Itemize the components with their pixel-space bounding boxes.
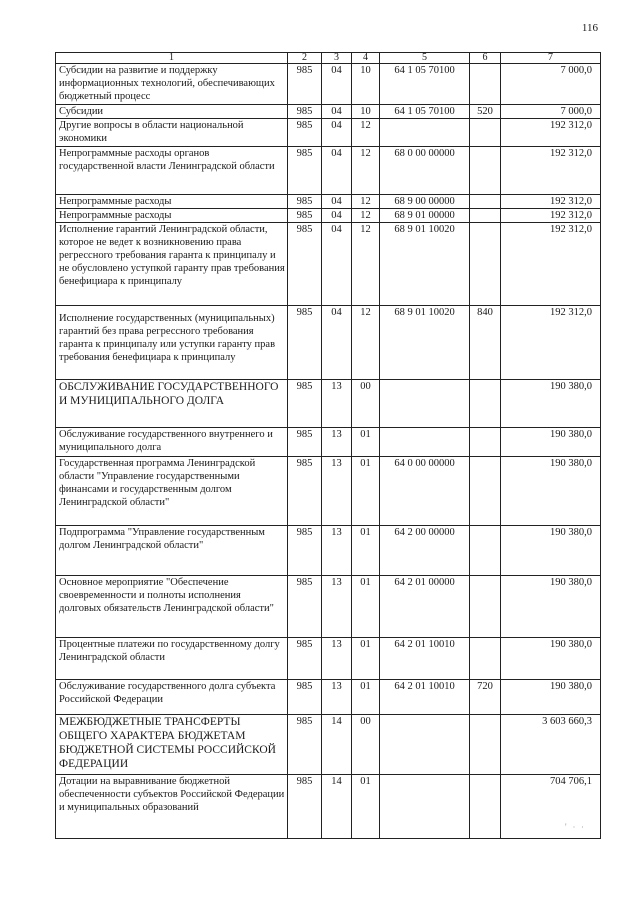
table-row — [56, 428, 601, 457]
cell-subsection: 01 — [352, 638, 380, 680]
cell-amount: 190 380,0 — [501, 680, 601, 715]
cell-amount: 192 312,0 — [501, 195, 601, 209]
cell-target: 68 0 00 00000 — [380, 147, 470, 195]
row-name: Непрограммные расходы — [56, 195, 288, 209]
header-row — [56, 53, 601, 64]
row-name: Государственная программа Ленинградской области "Управление государственными финансами и государственным долгом Ленинградской области" — [56, 457, 288, 526]
table-row — [56, 119, 601, 147]
cell-target: 68 9 00 00000 — [380, 195, 470, 209]
cell-subsection: 10 — [352, 64, 380, 105]
row-name: Процентные платежи по государственному долгу Ленинградской области — [56, 638, 288, 680]
cell-ministry: 985 — [288, 209, 322, 223]
cell-ministry: 985 — [288, 380, 322, 428]
cell-section: 04 — [322, 306, 352, 380]
cell-subsection: 12 — [352, 306, 380, 380]
cell-ministry: 985 — [288, 715, 322, 775]
cell-subsection: 12 — [352, 119, 380, 147]
cell-type — [470, 457, 501, 526]
cell-type — [470, 638, 501, 680]
table-row — [56, 680, 601, 715]
cell-ministry: 985 — [288, 223, 322, 306]
cell-type — [470, 195, 501, 209]
cell-subsection: 10 — [352, 105, 380, 119]
budget-table — [55, 52, 601, 839]
cell-target: 64 2 01 00000 — [380, 576, 470, 638]
cell-target: 64 1 05 70100 — [380, 64, 470, 105]
header-cell: 6 — [470, 53, 501, 64]
cell-type — [470, 715, 501, 775]
cell-amount: 704 706,1 — [501, 775, 601, 839]
row-name: Дотации на выравнивание бюджетной обеспеченности субъектов Российской Федерации и муниципальных образований — [56, 775, 288, 839]
cell-section: 04 — [322, 105, 352, 119]
row-name: Исполнение государственных (муниципальных) гарантий без права регрессного требования гаранта к принципалу или уступки гаранту прав требования бенефициара к принципалу — [56, 306, 288, 380]
table-row — [56, 526, 601, 576]
cell-target — [380, 715, 470, 775]
cell-target: 68 9 01 00000 — [380, 209, 470, 223]
cell-ministry: 985 — [288, 638, 322, 680]
cell-ministry: 985 — [288, 147, 322, 195]
cell-amount: 7 000,0 — [501, 105, 601, 119]
cell-subsection: 01 — [352, 457, 380, 526]
cell-subsection: 00 — [352, 715, 380, 775]
cell-amount: 7 000,0 — [501, 64, 601, 105]
cell-amount: 192 312,0 — [501, 119, 601, 147]
cell-subsection: 01 — [352, 526, 380, 576]
cell-ministry: 985 — [288, 680, 322, 715]
row-name: ОБСЛУЖИВАНИЕ ГОСУДАРСТВЕННОГО И МУНИЦИПАЛЬНОГО ДОЛГА — [56, 380, 288, 428]
cell-target — [380, 428, 470, 457]
row-name: Подпрограмма "Управление государственным долгом Ленинградской области" — [56, 526, 288, 576]
cell-section: 13 — [322, 457, 352, 526]
row-name: МЕЖБЮДЖЕТНЫЕ ТРАНСФЕРТЫ ОБЩЕГО ХАРАКТЕРА БЮДЖЕТАМ БЮДЖЕТНОЙ СИСТЕМЫ РОССИЙСКОЙ ФЕДЕРАЦИИ — [56, 715, 288, 775]
header-cell: 7 — [501, 53, 601, 64]
corner-mark: ' ∙ ∙ — [565, 822, 586, 832]
cell-amount: 192 312,0 — [501, 223, 601, 306]
cell-amount: 3 603 660,3 — [501, 715, 601, 775]
row-name: Субсидии на развитие и поддержку информационных технологий, обеспечивающих бюджетный процесс — [56, 64, 288, 105]
cell-subsection: 12 — [352, 195, 380, 209]
cell-amount: 190 380,0 — [501, 526, 601, 576]
cell-amount: 192 312,0 — [501, 147, 601, 195]
cell-section: 04 — [322, 209, 352, 223]
cell-section: 13 — [322, 638, 352, 680]
cell-target: 64 2 01 10010 — [380, 638, 470, 680]
row-name: Обслуживание государственного долга субъекта Российской Федерации — [56, 680, 288, 715]
table-row — [56, 306, 601, 380]
cell-target: 64 2 01 10010 — [380, 680, 470, 715]
row-name: Субсидии — [56, 105, 288, 119]
row-name: Обслуживание государственного внутреннего и муниципального долга — [56, 428, 288, 457]
cell-section: 04 — [322, 64, 352, 105]
cell-subsection: 01 — [352, 680, 380, 715]
cell-section: 04 — [322, 223, 352, 306]
cell-type — [470, 209, 501, 223]
cell-amount: 192 312,0 — [501, 209, 601, 223]
cell-type — [470, 428, 501, 457]
cell-target — [380, 119, 470, 147]
header-cell: 2 — [288, 53, 322, 64]
cell-section: 13 — [322, 428, 352, 457]
cell-target — [380, 775, 470, 839]
cell-subsection: 00 — [352, 380, 380, 428]
cell-subsection: 01 — [352, 428, 380, 457]
cell-type — [470, 526, 501, 576]
cell-type — [470, 64, 501, 105]
cell-type: 520 — [470, 105, 501, 119]
page-number: 116 — [581, 22, 598, 34]
cell-ministry: 985 — [288, 576, 322, 638]
cell-type — [470, 576, 501, 638]
table-row — [56, 209, 601, 223]
cell-ministry: 985 — [288, 306, 322, 380]
cell-subsection: 12 — [352, 223, 380, 306]
cell-type — [470, 223, 501, 306]
cell-target: 68 9 01 10020 — [380, 223, 470, 306]
header-cell: 5 — [380, 53, 470, 64]
cell-section: 04 — [322, 195, 352, 209]
table-row — [56, 147, 601, 195]
cell-section: 14 — [322, 715, 352, 775]
cell-type — [470, 119, 501, 147]
cell-ministry: 985 — [288, 457, 322, 526]
table-row — [56, 105, 601, 119]
table-row — [56, 715, 601, 775]
cell-section: 04 — [322, 119, 352, 147]
cell-ministry: 985 — [288, 105, 322, 119]
cell-subsection: 01 — [352, 576, 380, 638]
cell-section: 13 — [322, 576, 352, 638]
cell-type — [470, 380, 501, 428]
cell-target: 68 9 01 10020 — [380, 306, 470, 380]
cell-section: 13 — [322, 380, 352, 428]
table-row — [56, 775, 601, 839]
row-name: Непрограммные расходы органов государственной власти Ленинградской области — [56, 147, 288, 195]
table-row — [56, 638, 601, 680]
row-name: Другие вопросы в области национальной экономики — [56, 119, 288, 147]
cell-amount: 190 380,0 — [501, 380, 601, 428]
cell-target — [380, 380, 470, 428]
cell-amount: 190 380,0 — [501, 457, 601, 526]
cell-ministry: 985 — [288, 195, 322, 209]
cell-section: 13 — [322, 526, 352, 576]
table-row — [56, 576, 601, 638]
cell-section: 14 — [322, 775, 352, 839]
header-cell: 1 — [56, 53, 288, 64]
cell-type: 840 — [470, 306, 501, 380]
row-name: Исполнение гарантий Ленинградской области, которое не ведет к возникновению права регрессного требования гаранта к принципалу и не обусловлено уступкой гаранту прав требования бенефициара к принципалу — [56, 223, 288, 306]
header-cell: 4 — [352, 53, 380, 64]
row-name: Основное мероприятие "Обеспечение своевременности и полноты исполнения долговых обязательств Ленинградской области" — [56, 576, 288, 638]
cell-section: 13 — [322, 680, 352, 715]
row-name: Непрограммные расходы — [56, 209, 288, 223]
cell-subsection: 12 — [352, 209, 380, 223]
cell-target: 64 1 05 70100 — [380, 105, 470, 119]
cell-section: 04 — [322, 147, 352, 195]
cell-ministry: 985 — [288, 428, 322, 457]
cell-target: 64 2 00 00000 — [380, 526, 470, 576]
cell-type: 720 — [470, 680, 501, 715]
cell-type — [470, 775, 501, 839]
cell-ministry: 985 — [288, 64, 322, 105]
cell-amount: 192 312,0 — [501, 306, 601, 380]
cell-subsection: 12 — [352, 147, 380, 195]
cell-ministry: 985 — [288, 119, 322, 147]
cell-ministry: 985 — [288, 775, 322, 839]
cell-target: 64 0 00 00000 — [380, 457, 470, 526]
table-row — [56, 195, 601, 209]
cell-subsection: 01 — [352, 775, 380, 839]
table-row — [56, 457, 601, 526]
header-cell: 3 — [322, 53, 352, 64]
table-row — [56, 380, 601, 428]
table-row — [56, 223, 601, 306]
table-row — [56, 64, 601, 105]
cell-amount: 190 380,0 — [501, 428, 601, 457]
cell-amount: 190 380,0 — [501, 576, 601, 638]
cell-amount: 190 380,0 — [501, 638, 601, 680]
cell-type — [470, 147, 501, 195]
cell-ministry: 985 — [288, 526, 322, 576]
